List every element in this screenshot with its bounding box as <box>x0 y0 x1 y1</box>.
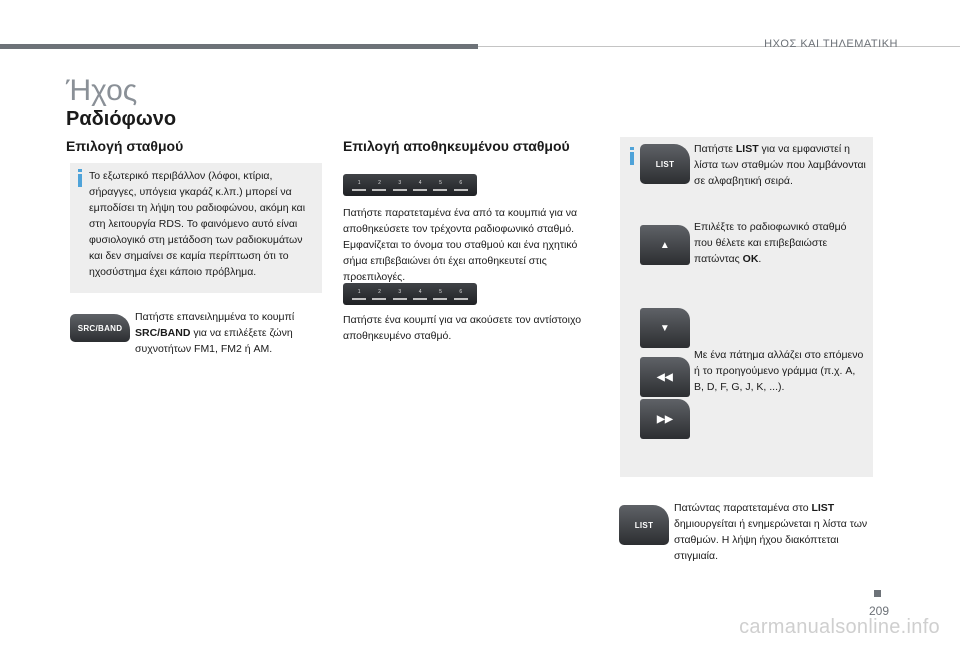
preset-button-1[interactable]: 1 <box>352 289 366 300</box>
section-heading-station-select: Επιλογή σταθμού <box>66 138 184 154</box>
watermark: carmanualsonline.info <box>739 616 940 638</box>
preset-button-2[interactable]: 2 <box>372 289 386 300</box>
preset-button-3[interactable]: 3 <box>393 180 407 191</box>
info-icon <box>628 147 638 165</box>
down-arrow-icon: ▼ <box>659 322 671 334</box>
info-box-reception <box>70 163 322 293</box>
instruction-letter-skip: Με ένα πάτημα αλλάζει στο επόμενο ή το προηγούμενο γράμμα (π.χ. A, B, D, F, G, J, K, ...). <box>694 349 864 393</box>
instruction-recall-preset: Πατήστε ένα κουμπί για να ακούσετε τον αντίστοιχο αποθηκευμένο σταθμό. <box>343 314 582 342</box>
page-number: 209 <box>868 604 889 618</box>
section-heading-preset-select: Επιλογή αποθηκευμένου σταθμού <box>343 138 570 154</box>
fast-forward-icon: ▶▶ <box>657 413 673 425</box>
preset-buttons-strip-2 <box>343 283 477 305</box>
preset-button-3[interactable]: 3 <box>393 289 407 300</box>
rewind-icon: ◀◀ <box>657 371 673 383</box>
instruction-list: Πατήστε LIST για να εμφανιστεί η λίστα των σταθμών που λαμβάνονται σε αλφαβητική σειρά. <box>694 143 866 187</box>
previous-letter-button[interactable] <box>640 357 690 397</box>
instruction-list-refresh: Πατώντας παρατεταμένα στο LIST δημιουργείται ή ενημερώνεται η λίστα των σταθμών. Η λήψη ήχου διακόπτεται στιγμιαία. <box>674 502 868 562</box>
list-button-long-press[interactable] <box>619 505 669 545</box>
end-of-section-marker <box>874 590 881 597</box>
preset-button-6[interactable]: 6 <box>454 289 468 300</box>
next-letter-button[interactable] <box>640 399 690 439</box>
down-arrow-button[interactable] <box>640 308 690 348</box>
up-arrow-icon: ▲ <box>659 239 671 251</box>
instruction-select-station: Επιλέξτε το ραδιοφωνικό σταθμό που θέλετε και επιβεβαιώστε πατώντας OK. <box>694 221 847 265</box>
preset-button-5[interactable]: 5 <box>433 180 447 191</box>
preset-button-1[interactable]: 1 <box>352 180 366 191</box>
src-band-button-label: SRC/BAND <box>77 323 123 333</box>
preset-button-4[interactable]: 4 <box>413 289 427 300</box>
preset-button-4[interactable]: 4 <box>413 180 427 191</box>
instruction-src-band: Πατήστε επανειλημμένα το κουμπί SRC/BAND για να επιλέξετε ζώνη συχνοτήτων FM1, FM2 ή AM. <box>135 311 295 355</box>
page-title: Ήχος <box>66 74 138 107</box>
src-band-button[interactable] <box>70 314 130 342</box>
preset-button-5[interactable]: 5 <box>433 289 447 300</box>
preset-button-2[interactable]: 2 <box>372 180 386 191</box>
preset-button-6[interactable]: 6 <box>454 180 468 191</box>
list-button-label: LIST <box>634 520 654 530</box>
chapter-title: ΗΧΟΣ ΚΑΙ ΤΗΛΕΜΑΤΙΚΗ <box>764 38 898 50</box>
list-button-label: LIST <box>655 159 675 169</box>
info-icon <box>76 169 86 187</box>
preset-buttons-strip <box>343 174 477 196</box>
instruction-store-preset: Πατήστε παρατεταμένα ένα από τα κουμπιά για να αποθηκεύσετε τον τρέχοντα ραδιοφωνικό σταθμό. Εμφανίζεται το όνομα του σταθμού και ένα ηχητικό σήμα επιβεβαιώνει ότι έχει αποθηκευτεί στις προεπιλογές. <box>343 207 578 283</box>
page-subtitle: Ραδιόφωνο <box>66 108 177 130</box>
info-text-reception: Το εξωτερικό περιβάλλον (λόφοι, κτίρια, σήραγγες, υπόγεια γκαράζ κ.λπ.) μπορεί να εμποδίσει τη λήψη του ραδιοφώνου, ακόμη και στη λειτουργία RDS. Το φαινόμενο αυτό είναι φυσιολογικό στη μετάδοση των ραδιοκυμάτων και δεν σημαίνει σε καμία περίπτωση ότι το ηχοσύστημα έχει κάποιο πρόβλημα. <box>89 170 306 278</box>
header-bar <box>0 44 478 49</box>
list-button[interactable] <box>640 144 690 184</box>
up-arrow-button[interactable] <box>640 225 690 265</box>
